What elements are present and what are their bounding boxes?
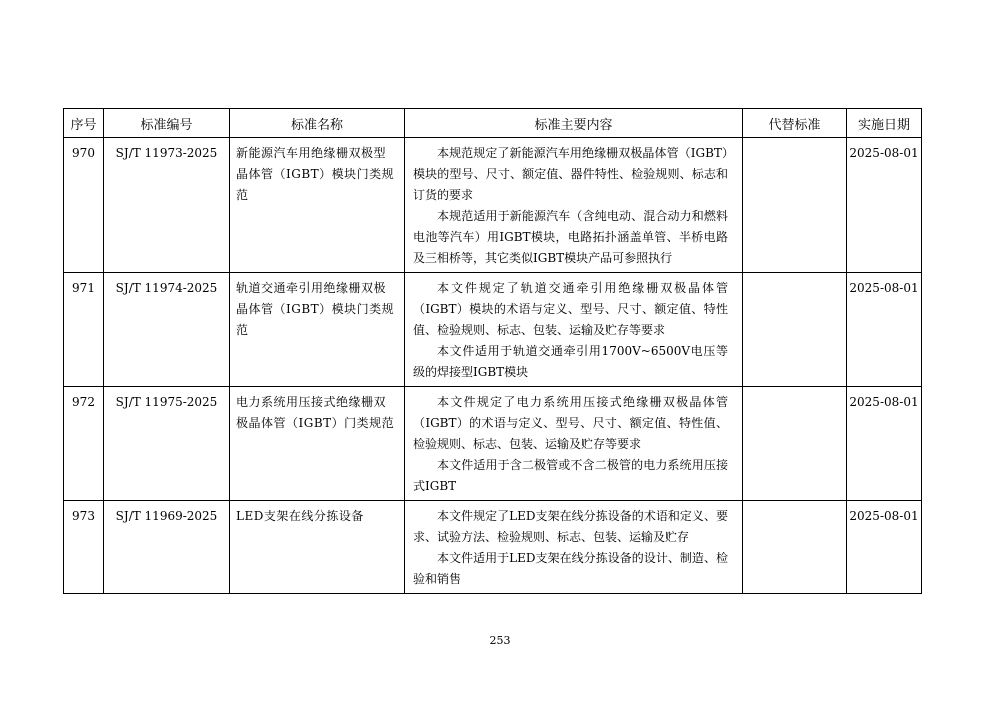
- standard-name-cell: LED支架在线分拣设备: [230, 501, 405, 594]
- standard-code-cell: SJ/T 11975-2025: [104, 387, 230, 501]
- standard-name-cell: 轨道交通牵引用绝缘栅双极晶体管（IGBT）模块门类规范: [230, 273, 405, 387]
- implementation-date-cell: 2025-08-01: [847, 501, 922, 594]
- table-row: [64, 387, 922, 501]
- header-standard-code: 标准编号: [104, 109, 230, 138]
- standard-code-cell: SJ/T 11973-2025: [104, 138, 230, 273]
- content-paragraph: 本文件适用于含二极管或不含二极管的电力系统用压接式IGBT: [413, 458, 728, 493]
- content-paragraph: 本规范规定了新能源汽车用绝缘栅双极晶体管（IGBT）模块的型号、尺寸、额定值、器件特性、检验规则、标志和订货的要求: [413, 146, 728, 202]
- implementation-date-cell: 2025-08-01: [847, 138, 922, 273]
- standard-name-cell: 新能源汽车用绝缘栅双极型晶体管（IGBT）模块门类规范: [230, 138, 405, 273]
- standard-name-cell: 电力系统用压接式绝缘栅双极晶体管（IGBT）门类规范: [230, 387, 405, 501]
- content-paragraph: 本文件规定了电力系统用压接式绝缘栅双极晶体管（IGBT）的术语与定义、型号、尺寸、额定值、特性值、检验规则、标志、包装、运输及贮存等要求: [413, 395, 728, 451]
- header-serial-number: 序号: [64, 109, 104, 138]
- main-content-cell: [405, 501, 743, 594]
- implementation-date-cell: 2025-08-01: [847, 273, 922, 387]
- table-row: [64, 138, 922, 273]
- standards-table: [63, 108, 922, 594]
- table-header-row: [64, 109, 922, 138]
- header-main-content: 标准主要内容: [405, 109, 743, 138]
- header-standard-name: 标准名称: [230, 109, 405, 138]
- serial-number-cell: 972: [64, 387, 104, 501]
- page-number: 253: [489, 634, 511, 647]
- implementation-date-cell: 2025-08-01: [847, 387, 922, 501]
- standard-code-cell: SJ/T 11974-2025: [104, 273, 230, 387]
- serial-number-cell: 970: [64, 138, 104, 273]
- content-paragraph: 本文件适用于轨道交通牵引用1700V~6500V电压等级的焊接型IGBT模块: [413, 344, 728, 379]
- content-paragraph: 本文件规定了轨道交通牵引用绝缘栅双极晶体管（IGBT）模块的术语与定义、型号、尺寸、额定值、特性值、检验规则、标志、包装、运输及贮存等要求: [413, 281, 728, 337]
- main-content-cell: [405, 387, 743, 501]
- header-replaced-standard: 代替标准: [743, 109, 847, 138]
- replaced-standard-cell: [743, 273, 847, 387]
- standard-code-cell: SJ/T 11969-2025: [104, 501, 230, 594]
- table-row: [64, 501, 922, 594]
- replaced-standard-cell: [743, 501, 847, 594]
- content-paragraph: 本文件适用于LED支架在线分拣设备的设计、制造、检验和销售: [413, 551, 728, 586]
- table-row: [64, 273, 922, 387]
- serial-number-cell: 973: [64, 501, 104, 594]
- replaced-standard-cell: [743, 387, 847, 501]
- main-content-cell: [405, 273, 743, 387]
- replaced-standard-cell: [743, 138, 847, 273]
- content-paragraph: 本文件规定了LED支架在线分拣设备的术语和定义、要求、试验方法、检验规则、标志、包装、运输及贮存: [413, 509, 728, 544]
- serial-number-cell: 971: [64, 273, 104, 387]
- main-content-cell: [405, 138, 743, 273]
- content-paragraph: 本规范适用于新能源汽车（含纯电动、混合动力和燃料电池等汽车）用IGBT模块，电路拓扑涵盖单管、半桥电路及三相桥等，其它类似IGBT模块产品可参照执行: [413, 209, 728, 265]
- header-implementation-date: 实施日期: [847, 109, 922, 138]
